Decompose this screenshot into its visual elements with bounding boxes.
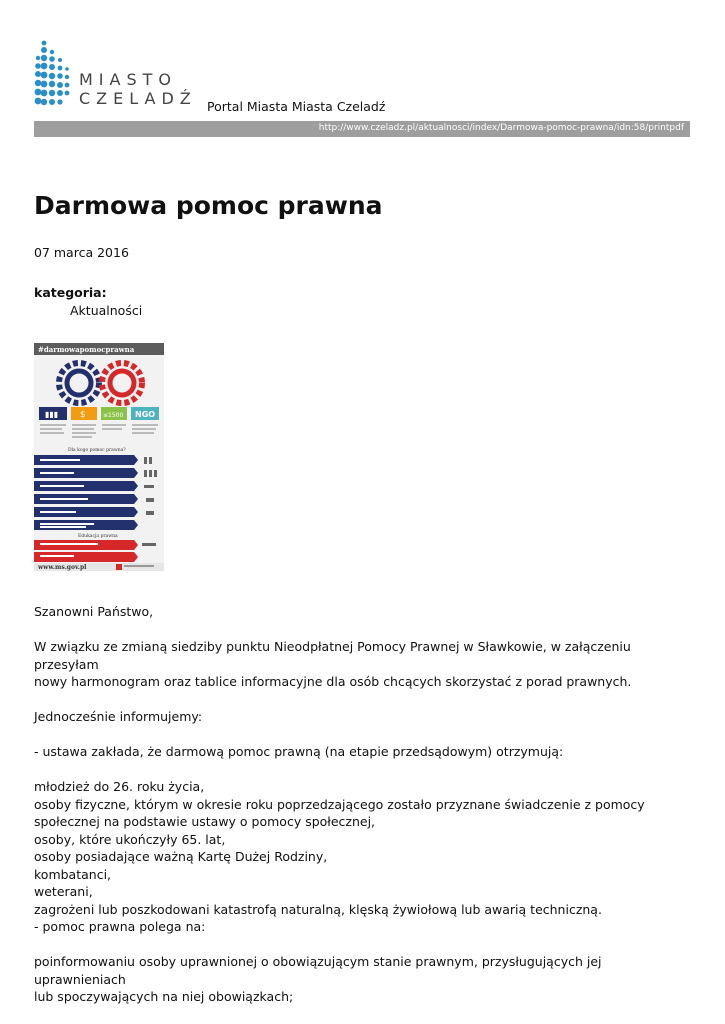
paragraph: nowy harmonogram oraz tablice informacyjne dla osób chcących skorzystać z porad prawnych. — [34, 674, 632, 689]
infographic-badge-ngo: NGO — [135, 410, 156, 419]
page-url[interactable]: http://www.czeladz.pl/aktualnosci/index/Darmowa-pomoc-prawna/idn:58/printpdf — [318, 123, 684, 133]
infographic-badge-dollar: $ — [80, 410, 86, 420]
url-bar — [34, 121, 690, 137]
emblem-icon — [116, 564, 122, 570]
list-item: społecznej na podstawie ustawy o pomocy społecznej, — [34, 814, 376, 829]
infographic-badge-amount: ≤1500 — [103, 412, 124, 419]
list-item: osoby posiadające ważną Kartę Dużej Rodziny, — [34, 849, 328, 864]
paragraph: lub spoczywających na niej obowiązkach; — [34, 989, 294, 1004]
paragraph: - ustawa zakłada, że darmową pomoc prawną (na etapie przedsądowym) otrzymują: — [34, 744, 564, 759]
list-item: osoby fizyczne, którym w okresie roku poprzedzającego zostało przyznane świadczenie z pomocy — [34, 796, 645, 812]
category-value[interactable]: Aktualności — [70, 303, 143, 318]
city-logo — [34, 38, 204, 110]
list-item: osoby, które ukończyły 65. lat, — [34, 831, 226, 847]
infographic-section2: Edukacja prawna — [78, 534, 118, 539]
article-date: 07 marca 2016 — [34, 245, 129, 260]
list-item: młodzież do 26. roku życia, — [34, 779, 205, 794]
article-title: Darmowa pomoc prawna — [34, 191, 383, 220]
category-label: kategoria: — [34, 285, 107, 300]
list-item: weterani, — [34, 884, 93, 899]
article-body — [34, 603, 694, 1006]
paragraph: Jednocześnie informujemy: — [34, 709, 203, 724]
logo-text-line2: CZELADŹ — [79, 89, 197, 108]
paragraph: poinformowaniu osoby uprawnionej o obowiązującym stanie prawnym, przysługujących jej uprawnieniach — [34, 954, 602, 987]
infographic-image — [34, 343, 164, 571]
paragraph: Szanowni Państwo, — [34, 604, 154, 619]
paragraph: W związku ze zmianą siedziby punktu Nieodpłatnej Pomocy Prawnej w Sławkowie, w załączeniu przesyłam — [34, 639, 631, 672]
logo-text-line1: MIASTO — [79, 70, 177, 89]
list-item: zagrożeni lub poszkodowani katastrofą naturalną, klęską żywiołową lub awarią techniczną. — [34, 901, 602, 917]
list-item: - pomoc prawna polega na: — [34, 919, 206, 934]
infographic-hashtag: #darmowapomocprawna — [38, 345, 135, 354]
infographic-question: Dla kogo pomoc prawna? — [68, 448, 126, 453]
infographic-website: www.ms.gov.pl — [38, 564, 87, 571]
portal-title: Portal Miasta Miasta Czeladź — [207, 99, 386, 114]
list-item: kombatanci, — [34, 866, 112, 882]
svg-text:▮▮▮: ▮▮▮ — [45, 410, 59, 419]
logo-dots-icon — [34, 38, 70, 110]
